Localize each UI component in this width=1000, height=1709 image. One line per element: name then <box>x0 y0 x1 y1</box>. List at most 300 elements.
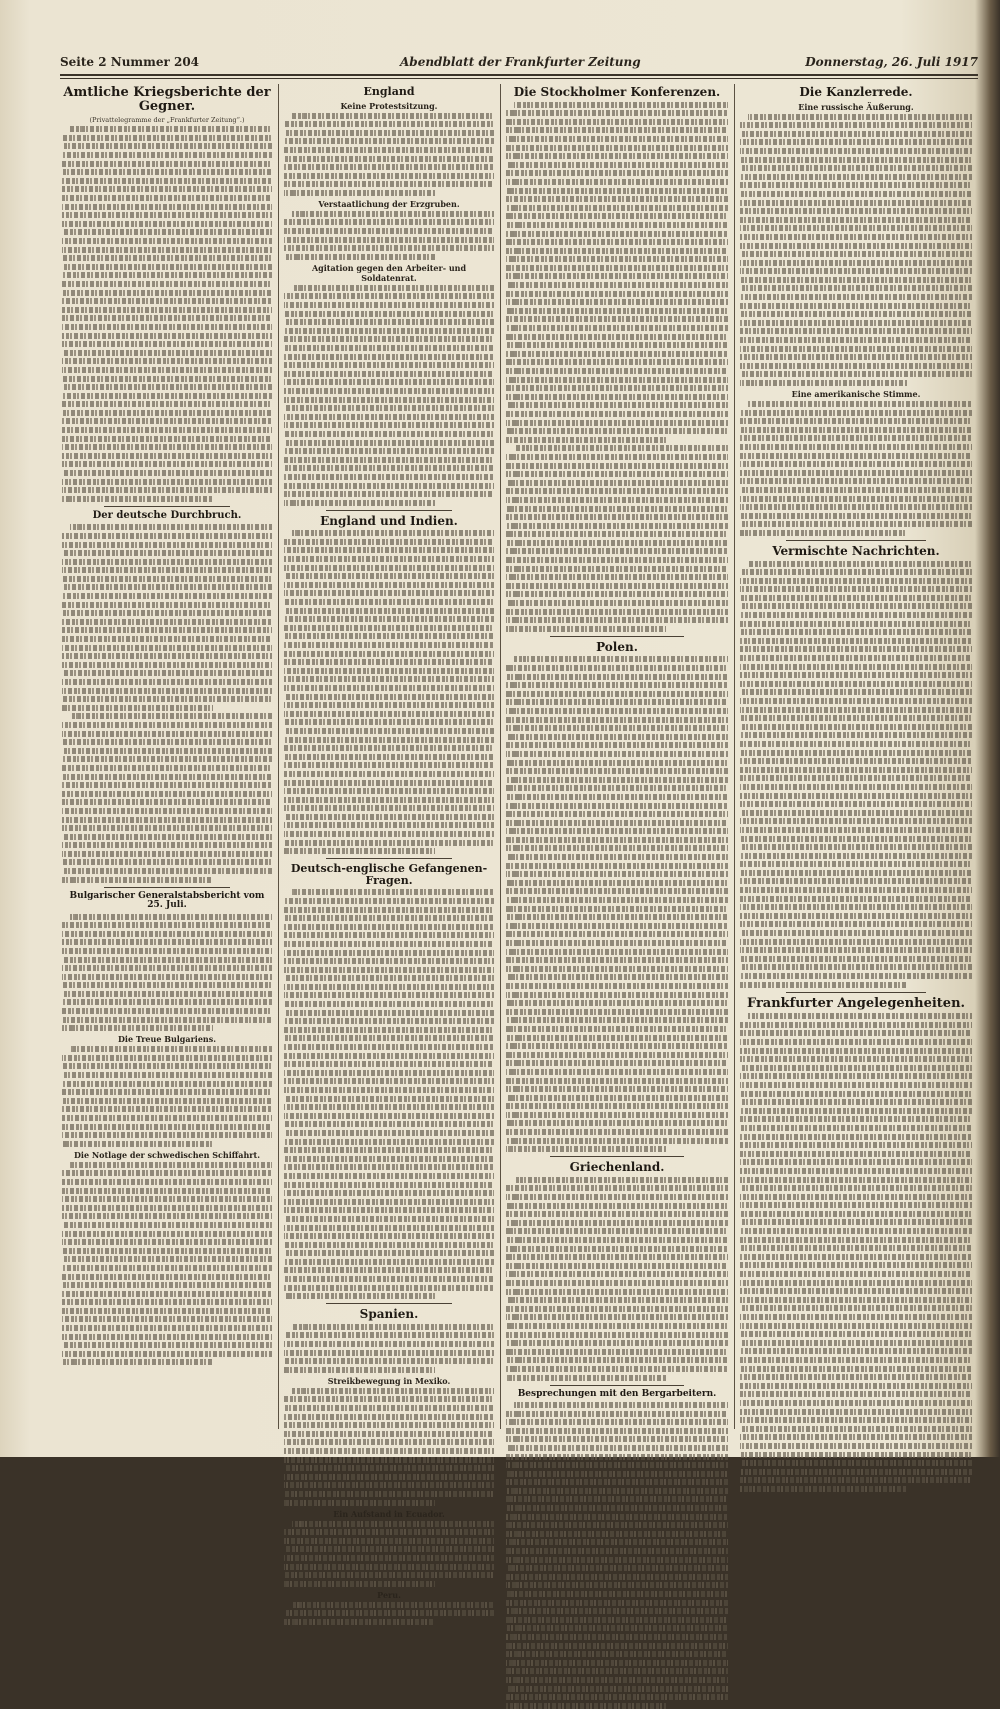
text-line <box>284 371 494 377</box>
text-line <box>506 803 728 809</box>
text-line <box>506 1026 728 1032</box>
text-line <box>506 600 728 606</box>
text-line <box>740 707 972 713</box>
article-body <box>62 1046 272 1147</box>
text-line <box>740 586 972 592</box>
article-separator <box>326 510 452 511</box>
text-line <box>740 612 972 618</box>
text-line <box>506 1086 728 1092</box>
text-line <box>292 1602 494 1608</box>
text-line <box>506 1297 728 1303</box>
article-body <box>284 530 494 854</box>
text-line <box>62 602 272 608</box>
text-line <box>284 345 494 351</box>
article-body <box>62 126 272 502</box>
article-body <box>740 401 972 536</box>
text-line <box>292 1388 494 1394</box>
text-line <box>62 1231 272 1237</box>
text-line <box>284 1500 435 1506</box>
text-line <box>284 156 494 162</box>
text-line <box>506 1522 728 1528</box>
text-line <box>740 354 972 360</box>
text-line <box>740 784 972 790</box>
article-body <box>284 1521 494 1587</box>
text-line <box>748 401 972 407</box>
text-line <box>284 336 494 342</box>
text-line <box>506 231 728 237</box>
masthead-rule <box>60 78 978 79</box>
text-line <box>506 420 728 426</box>
text-line <box>506 957 728 963</box>
text-line <box>740 1056 972 1062</box>
article-separator <box>104 887 230 888</box>
text-line <box>506 1357 728 1363</box>
text-line <box>740 311 972 317</box>
text-line <box>284 737 494 743</box>
text-line <box>284 293 494 299</box>
text-line <box>506 566 728 572</box>
text-line <box>506 351 728 357</box>
text-line <box>740 913 972 919</box>
text-line <box>740 1443 972 1449</box>
text-line <box>514 1177 728 1183</box>
text-line <box>284 771 494 777</box>
article-body <box>506 1402 728 1709</box>
text-line <box>740 1142 972 1148</box>
article-separator <box>104 506 230 507</box>
text-line <box>740 243 972 249</box>
text-line <box>506 1289 728 1295</box>
text-line <box>284 1190 494 1196</box>
text-line <box>62 877 213 883</box>
text-line <box>62 479 272 485</box>
text-line <box>284 1233 494 1239</box>
text-line <box>506 1514 728 1520</box>
text-line <box>62 1342 272 1348</box>
text-line <box>740 767 972 773</box>
text-line <box>506 871 728 877</box>
text-line <box>506 1314 728 1320</box>
text-line <box>62 653 272 659</box>
text-line <box>506 119 728 125</box>
text-line <box>506 888 728 894</box>
text-line <box>506 897 728 903</box>
text-line <box>62 281 272 287</box>
column-1 <box>62 84 272 1429</box>
text-line <box>284 354 494 360</box>
text-line <box>506 966 728 972</box>
text-line <box>740 191 972 197</box>
text-line <box>506 1488 728 1494</box>
text-line <box>748 561 972 567</box>
text-line <box>284 1182 494 1188</box>
text-line <box>506 760 728 766</box>
text-line <box>284 1538 494 1544</box>
text-line <box>62 825 272 831</box>
text-line <box>284 1250 494 1256</box>
text-line <box>740 689 972 695</box>
text-line <box>506 717 728 723</box>
text-line <box>514 656 728 662</box>
text-line <box>740 1159 972 1165</box>
text-line <box>506 777 728 783</box>
text-line <box>506 394 728 400</box>
text-line <box>514 102 728 108</box>
text-line <box>740 1065 972 1071</box>
text-line <box>62 358 272 364</box>
text-line <box>506 1694 728 1700</box>
text-line <box>62 1213 272 1219</box>
text-line <box>740 1073 972 1079</box>
text-line <box>62 1308 272 1314</box>
text-line <box>70 713 272 719</box>
text-line <box>506 205 728 211</box>
article-headline: Griechenland. <box>569 1160 665 1175</box>
text-line <box>740 461 972 467</box>
text-line <box>62 418 272 424</box>
text-line <box>284 1414 494 1420</box>
text-line <box>506 1237 728 1243</box>
text-line <box>70 1046 272 1052</box>
text-line <box>506 949 728 955</box>
text-line <box>284 328 494 334</box>
article-body <box>506 445 728 631</box>
text-line <box>506 914 728 920</box>
text-line <box>62 1008 272 1014</box>
text-line <box>62 808 272 814</box>
text-line <box>62 195 272 201</box>
text-line <box>284 788 494 794</box>
text-line <box>284 1242 494 1248</box>
text-line <box>284 659 494 665</box>
text-line <box>740 741 972 747</box>
text-line <box>740 1039 972 1045</box>
text-line <box>740 1366 972 1372</box>
text-line <box>506 1280 728 1286</box>
text-line <box>62 851 272 857</box>
text-line <box>284 556 494 562</box>
text-line <box>740 698 972 704</box>
text-line <box>506 437 666 443</box>
text-line <box>514 1402 728 1408</box>
text-line <box>506 153 728 159</box>
article-separator <box>550 1385 683 1386</box>
text-line <box>740 1288 972 1294</box>
text-line <box>284 1199 494 1205</box>
text-line <box>62 533 272 539</box>
text-line <box>284 173 494 179</box>
text-line <box>740 530 907 536</box>
text-line <box>284 181 494 187</box>
text-line <box>284 254 435 260</box>
text-line <box>506 682 728 688</box>
text-line <box>284 228 494 234</box>
text-line <box>62 782 272 788</box>
text-line <box>62 842 272 848</box>
text-line <box>506 1332 728 1338</box>
text-line <box>740 470 972 476</box>
text-line <box>284 1491 494 1497</box>
article-body <box>740 1013 972 1492</box>
text-line <box>284 431 494 437</box>
text-line <box>284 1001 494 1007</box>
text-line <box>506 196 728 202</box>
text-line <box>506 591 728 597</box>
text-line <box>62 999 272 1005</box>
column-3 <box>506 84 728 1429</box>
text-line <box>506 162 728 168</box>
text-line <box>506 368 728 374</box>
text-line <box>506 299 728 305</box>
text-line <box>506 828 728 834</box>
text-line <box>740 1323 972 1329</box>
text-line <box>740 427 972 433</box>
text-line <box>62 748 272 754</box>
article-headline: Deutsch-englische Gefangenen-Fragen. <box>290 862 488 887</box>
text-line <box>62 496 213 502</box>
text-line <box>740 1460 972 1466</box>
text-line <box>284 121 494 127</box>
text-line <box>292 530 494 536</box>
text-line <box>62 436 272 442</box>
text-line <box>506 1078 728 1084</box>
text-line <box>740 260 972 266</box>
text-line <box>506 983 728 989</box>
text-line <box>62 393 272 399</box>
text-line <box>506 820 728 826</box>
text-line <box>62 367 272 373</box>
text-line <box>284 1164 494 1170</box>
text-line <box>62 1316 272 1322</box>
text-line <box>284 379 494 385</box>
article-headline: Der deutsche Durchbruch. <box>92 509 242 521</box>
text-line <box>740 1125 972 1131</box>
text-line <box>284 547 494 553</box>
text-line <box>284 915 494 921</box>
text-line <box>62 1188 272 1194</box>
text-line <box>284 822 494 828</box>
text-line <box>506 1600 728 1606</box>
text-line <box>62 427 272 433</box>
text-line <box>740 303 972 309</box>
text-line <box>70 914 272 920</box>
text-line <box>284 138 494 144</box>
text-line <box>740 887 972 893</box>
text-line <box>506 1246 728 1252</box>
text-line <box>740 1280 972 1286</box>
text-line <box>506 708 728 714</box>
text-line <box>284 319 494 325</box>
text-line <box>740 496 972 502</box>
text-line <box>284 1027 494 1033</box>
text-line <box>506 768 728 774</box>
text-line <box>506 1454 728 1460</box>
text-line <box>506 1496 728 1502</box>
text-line <box>62 1170 272 1176</box>
text-line <box>62 948 272 954</box>
masthead <box>60 52 978 76</box>
text-line <box>284 465 494 471</box>
text-line <box>62 584 272 590</box>
text-line <box>62 868 272 874</box>
text-line <box>284 1482 494 1488</box>
text-line <box>284 405 494 411</box>
text-line <box>284 397 494 403</box>
text-line <box>62 739 272 745</box>
text-line <box>740 410 972 416</box>
text-line <box>740 1477 972 1483</box>
text-line <box>740 1108 972 1114</box>
column-4 <box>740 84 972 1429</box>
text-line <box>506 1539 728 1545</box>
article-body <box>284 285 494 506</box>
text-line <box>506 1634 728 1640</box>
text-line <box>506 1035 728 1041</box>
text-line <box>62 1265 272 1271</box>
text-line <box>740 646 972 652</box>
text-line <box>740 655 972 661</box>
text-line <box>506 488 728 494</box>
article-body <box>284 889 494 1299</box>
text-line <box>740 1486 907 1492</box>
text-line <box>740 487 972 493</box>
article-subheading: Agitation gegen den Arbeiter- und Soldatenrat. <box>311 262 467 283</box>
text-line <box>740 182 972 188</box>
text-line <box>506 1660 728 1666</box>
text-line <box>62 791 272 797</box>
text-line <box>740 234 972 240</box>
text-line <box>284 448 494 454</box>
text-line <box>284 1087 494 1093</box>
text-line <box>284 1439 494 1445</box>
text-line <box>284 992 494 998</box>
text-line <box>740 337 972 343</box>
text-line <box>284 500 435 506</box>
text-line <box>740 1185 972 1191</box>
text-line <box>62 341 272 347</box>
text-line <box>62 645 272 651</box>
text-line <box>284 1130 494 1136</box>
text-line <box>284 762 494 768</box>
text-line <box>740 715 972 721</box>
text-line <box>284 608 494 614</box>
text-line <box>506 1686 728 1692</box>
text-line <box>740 921 972 927</box>
text-line <box>284 1259 494 1265</box>
text-line <box>506 1505 728 1511</box>
text-line <box>506 1366 728 1372</box>
text-line <box>62 461 272 467</box>
text-line <box>740 1348 972 1354</box>
article-subheading: Eine russische Äußerung. <box>798 101 914 112</box>
text-line <box>62 272 272 278</box>
article-subheading: Eine amerikanische Stimme. <box>791 389 921 399</box>
text-line <box>506 454 728 460</box>
text-line <box>506 742 728 748</box>
article-headline: Amtliche Kriegsberichte der Gegner. <box>63 85 271 114</box>
text-line <box>740 453 972 459</box>
text-line <box>62 834 272 840</box>
text-line <box>506 497 728 503</box>
text-line <box>740 294 972 300</box>
text-line <box>62 756 272 762</box>
text-line <box>740 285 972 291</box>
text-line <box>284 1096 494 1102</box>
article-subheading: Streikbewegung in Mexiko. <box>327 1375 451 1386</box>
text-line <box>284 1581 435 1587</box>
text-line <box>62 298 272 304</box>
text-line <box>284 1044 494 1050</box>
text-line <box>740 277 972 283</box>
text-line <box>506 506 728 512</box>
text-line <box>284 440 494 446</box>
text-line <box>740 870 972 876</box>
text-line <box>506 674 728 680</box>
text-line <box>506 863 728 869</box>
text-line <box>740 793 972 799</box>
text-line <box>62 542 272 548</box>
text-line <box>62 1081 272 1087</box>
text-line <box>506 751 728 757</box>
text-line <box>506 1582 728 1588</box>
text-line <box>70 126 272 132</box>
text-line <box>62 1025 213 1031</box>
text-line <box>506 248 728 254</box>
text-line <box>284 633 494 639</box>
article-headline: Polen. <box>596 639 638 654</box>
text-line <box>506 1323 728 1329</box>
text-line <box>740 1383 972 1389</box>
text-line <box>284 1350 494 1356</box>
text-line <box>62 212 272 218</box>
text-line <box>62 255 272 261</box>
text-line <box>284 219 494 225</box>
text-line <box>284 1147 494 1153</box>
text-line <box>62 1291 272 1297</box>
text-line <box>506 665 728 671</box>
text-line <box>292 113 494 119</box>
text-line <box>284 616 494 622</box>
text-line <box>506 1617 728 1623</box>
text-line <box>740 139 972 145</box>
text-line <box>62 679 272 685</box>
text-line <box>740 1340 972 1346</box>
article-body <box>284 113 494 196</box>
article-headline: Spanien. <box>359 1307 419 1322</box>
article-subheading: Die Notlage der schwedischen Schiffahrt. <box>73 1149 261 1160</box>
text-line <box>62 221 272 227</box>
text-line <box>62 939 272 945</box>
text-line <box>506 811 728 817</box>
text-line <box>740 1262 972 1268</box>
text-line <box>740 521 972 527</box>
article-separator <box>326 858 452 859</box>
text-line <box>740 1254 972 1260</box>
text-line <box>62 1098 272 1104</box>
text-line <box>506 428 728 434</box>
text-line <box>292 1324 494 1330</box>
text-line <box>740 174 972 180</box>
text-line <box>62 1196 272 1202</box>
text-line <box>62 1106 272 1112</box>
text-line <box>506 402 728 408</box>
text-line <box>506 523 728 529</box>
text-line <box>62 1282 272 1288</box>
text-line <box>740 1091 972 1097</box>
text-line <box>284 1619 435 1625</box>
text-line <box>284 457 494 463</box>
text-line <box>62 204 272 210</box>
